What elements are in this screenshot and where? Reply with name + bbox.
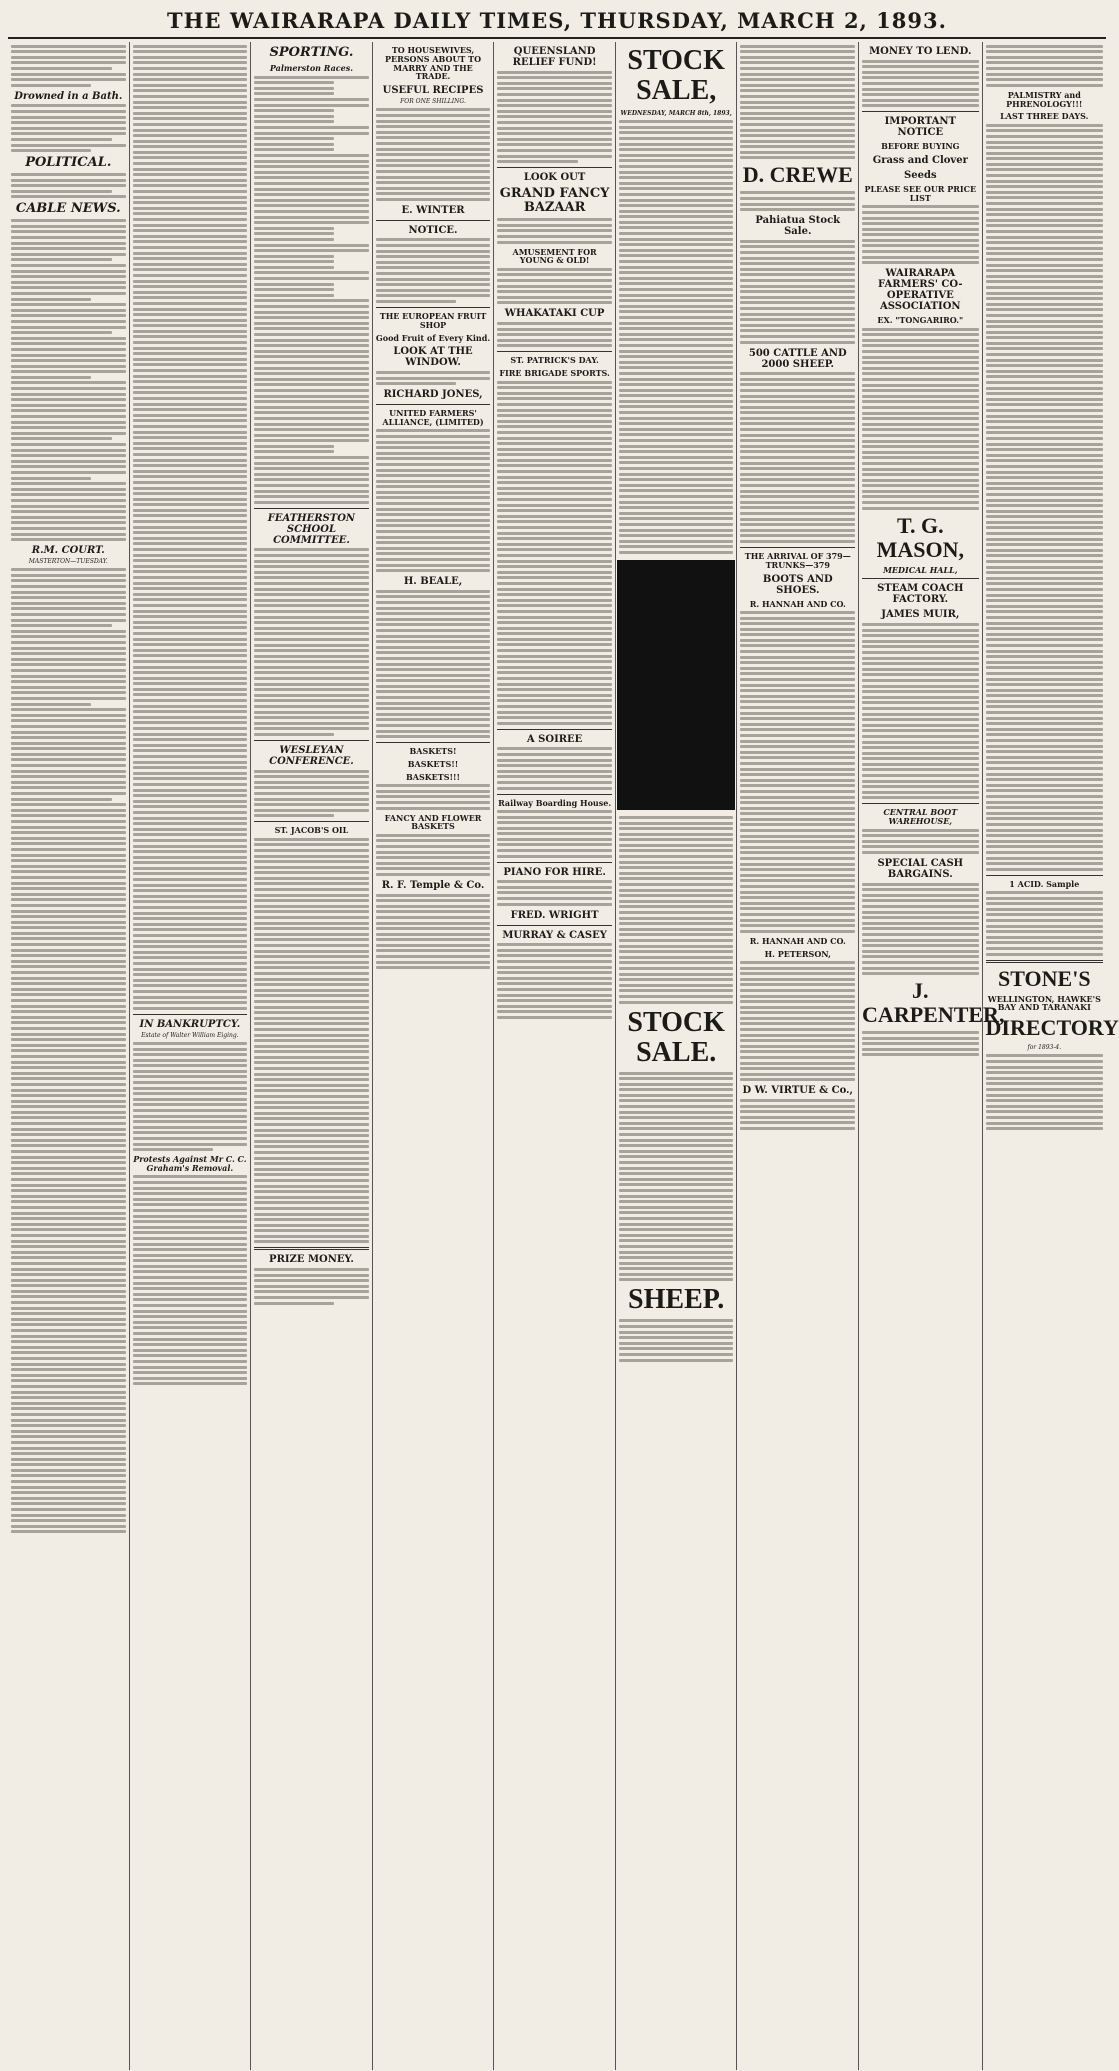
column-8 (859, 42, 1005, 2070)
classifieds (986, 45, 1104, 87)
heading-featherston-school: FEATHERSTON SCHOOL COMMITTEE. (267, 512, 356, 546)
ink-blot (617, 560, 736, 810)
ex-tongariro: EX. "TONGARIRO." (877, 315, 964, 326)
heading-sporting: SPORTING. (269, 45, 354, 60)
advertiser-mason: T. G. MASON, (876, 512, 964, 562)
advertiser-crewe: D. CREWE (742, 162, 853, 188)
news-body (11, 45, 126, 87)
column-7 (737, 42, 859, 2070)
news-body (254, 770, 369, 818)
classifieds (986, 1054, 1104, 1130)
fancy-flower-baskets: FANCY AND FLOWER BASKETS (384, 812, 482, 832)
heading-last-three-days: LAST THREE DAYS. (1000, 111, 1089, 122)
heading-prize-money: PRIZE MONEY. (269, 1254, 354, 1266)
advert-body (740, 191, 855, 211)
heading-palmerston-races: Palmerston Races. (269, 63, 354, 74)
classifieds (986, 124, 1104, 871)
masthead: THE WAIRARAPA DAILY TIMES, THURSDAY, MARCH 2, 1893. (8, 6, 1106, 39)
heading-cable-news: CABLE NEWS. (15, 201, 121, 217)
heading-kid: 1 ACID. Sample (1009, 878, 1080, 889)
advert-body (376, 429, 491, 572)
heading-piano-for-hire: PIANO FOR HIRE. (503, 866, 606, 878)
advertiser-beale: H. BEALE, (403, 576, 463, 588)
heading-stock-sale: STOCK SALE, (627, 45, 725, 106)
advert-body (497, 747, 612, 789)
stock-list (619, 1319, 734, 1361)
news-body (133, 1042, 248, 1151)
columns (8, 42, 1119, 2070)
advert-body (740, 961, 855, 1081)
advert-body (862, 1031, 979, 1056)
heading-railway-boarding-house: Railway Boarding House. (498, 797, 612, 808)
bazaar-amusement: AMUSEMENT FOR YOUNG & OLD! (512, 246, 597, 266)
recipes-price: FOR ONE SHILLING. (400, 98, 466, 106)
heading-useful-recipes: USEFUL RECIPES (382, 85, 484, 97)
advert-body (862, 60, 979, 108)
heading-cattle-sheep: 500 CATTLE AND 2000 SHEEP. (748, 347, 847, 370)
advert-body (376, 108, 491, 201)
advert-body (254, 1268, 369, 1305)
advert-body (862, 328, 979, 510)
heading-sheep: SHEEP. (628, 1284, 725, 1316)
advert-body (862, 623, 979, 799)
heading-money-to-lend: MONEY TO LEND. (869, 46, 972, 57)
advert-body (497, 268, 612, 305)
advert-body (497, 880, 612, 905)
medical-hall: MEDICAL HALL, (883, 564, 958, 575)
stock-list (740, 372, 855, 543)
rm-court-subheading: MASTERTON—TUESDAY. (28, 558, 108, 566)
heading-baskets-3: BASKETS!!! (405, 771, 461, 782)
column-6 (616, 42, 738, 2070)
advertiser-carpenter: J. CARPENTER, (862, 978, 1005, 1028)
heading-fire-brigade-sports: FIRE BRIGADE SPORTS. (499, 368, 610, 379)
heading-grand-fancy-bazaar: GRAND FANCY BAZAAR (499, 186, 610, 216)
advertiser-peterson: H. PETERSON, (764, 948, 831, 959)
heading-stock-sale-2: STOCK SALE. (627, 1006, 725, 1068)
heading-notice: NOTICE. (408, 224, 458, 236)
heading-baskets-2: BASKETS!! (407, 759, 459, 770)
advertiser-hannah-2: R. HANNAH AND CO. (749, 935, 846, 946)
column-1 (8, 42, 130, 2070)
advertiser-hannah: R. HANNAH AND CO. (749, 598, 846, 609)
seeds: Seeds (904, 170, 937, 182)
heading-housewives: TO HOUSEWIVES, PERSONS ABOUT TO MARRY AND THE TRADE. (384, 45, 482, 82)
advert-body (376, 894, 491, 970)
news-body (133, 45, 248, 1010)
advert-body (376, 834, 491, 876)
heading-united-farmers: UNITED FARMERS' ALLIANCE, (LIMITED) (382, 408, 484, 427)
heading-drowned: Drowned in a Bath. (14, 90, 123, 102)
advert-body (740, 45, 855, 160)
heading-st-jacobs-oil: ST. JACOB'S OIL (274, 825, 349, 836)
advertiser-murray-casey: MURRAY & CASEY (502, 929, 607, 941)
advert-body (862, 205, 979, 264)
heading-pahiatua-stock-sale: Pahiatua Stock Sale. (755, 215, 841, 238)
advert-body (497, 381, 612, 725)
stock-list (740, 240, 855, 344)
heading-wesleyan: WESLEYAN CONFERENCE. (269, 745, 354, 767)
advertiser-richard-jones: RICHARD JONES, (383, 389, 483, 401)
column-4 (373, 42, 495, 2070)
advert-body (376, 238, 491, 303)
bankruptcy-subheading: Estate of Walter William Eiging. (141, 1031, 239, 1039)
heading-bankruptcy: IN BANKRUPTCY. (139, 1018, 241, 1030)
good-fruit: Good Fruit of Every Kind. (375, 332, 491, 343)
advert-body (497, 218, 612, 243)
heading-boots-and-shoes: BOOTS AND SHOES. (762, 573, 833, 596)
heading-directory: DIRECTORY (985, 1015, 1119, 1041)
heading-baskets: BASKETS! (409, 746, 457, 757)
news-body (11, 104, 126, 152)
grass-and-clover: Grass and Clover (872, 155, 968, 167)
advert-body (862, 829, 979, 854)
advert-body (497, 71, 612, 164)
heading-rm-court: R.M. COURT. (31, 545, 105, 557)
advert-body (254, 838, 369, 1244)
heading-stones: STONE'S (998, 965, 1091, 991)
stock-list (619, 816, 734, 1004)
race-results (254, 76, 369, 504)
advert-body (740, 1099, 855, 1130)
advertiser-fred-wright: FRED. WRIGHT (510, 909, 599, 921)
advertiser-virtue: D W. VIRTUE & Co., (742, 1085, 854, 1097)
advertiser-temple: R. F. Temple & Co. (381, 879, 485, 891)
heading-st-patricks-day: ST. PATRICK'S DAY. (510, 355, 599, 366)
column-5 (494, 42, 616, 2070)
heading-wfca: WAIRARAPA FARMERS' CO-OPERATIVE ASSOCIATION (878, 268, 963, 313)
advert-body (497, 322, 612, 347)
heading-special-cash: SPECIAL CASH BARGAINS. (877, 858, 964, 881)
advertiser-muir: JAMES MUIR, (881, 609, 960, 621)
stock-list (619, 1072, 734, 1282)
whakataki-cup: WHAKATAKI CUP (504, 308, 605, 320)
advert-body (376, 784, 491, 809)
heading-palmistry: PALMISTRY and PHRENOLOGY!!! (1006, 89, 1083, 109)
news-body (11, 568, 126, 1533)
news-body (11, 219, 126, 541)
heading-important-notice: IMPORTANT NOTICE (884, 116, 956, 139)
column-2 (130, 42, 252, 2070)
price-list (862, 883, 979, 976)
heading-european-fruit-shop: THE EUROPEAN FRUIT SHOP (379, 311, 487, 330)
heading-arrival-trunks: THE ARRIVAL OF 379—TRUNKS—379 (744, 550, 851, 570)
advert-body (497, 810, 612, 858)
column-3 (251, 42, 373, 2070)
before-buying: BEFORE BUYING (881, 141, 960, 152)
look-at-window: LOOK AT THE WINDOW. (393, 346, 473, 369)
heading-soiree: A SOIREE (526, 733, 583, 745)
classifieds (986, 891, 1104, 956)
heading-look-out: LOOK OUT (523, 172, 586, 184)
news-body (11, 173, 126, 198)
heading-central-boot: CENTRAL BOOT WAREHOUSE, (883, 807, 958, 827)
news-body (254, 548, 369, 736)
stones-regions: WELLINGTON, HAWKE'S BAY AND TARANAKI (987, 993, 1101, 1013)
advertiser-winter: E. WINTER (401, 204, 465, 216)
price-list (740, 611, 855, 933)
heading-political: POLITICAL. (25, 155, 112, 171)
advert-body (376, 590, 491, 738)
column-9 (983, 42, 1119, 2070)
heading-queensland-relief: QUEENSLAND RELIEF FUND! (512, 46, 597, 68)
heading-steam-coach: STEAM COACH FACTORY. (877, 583, 964, 606)
directory-year: for 1893-4. (1027, 1044, 1062, 1052)
advert-body (497, 943, 612, 1019)
news-body (133, 1175, 248, 1385)
advert-body (376, 371, 491, 385)
see-price-list: PLEASE SEE OUR PRICE LIST (864, 184, 977, 203)
stock-list (619, 120, 734, 554)
heading-protests: Protests Against Mr C. C. Graham's Removal. (133, 1154, 247, 1173)
stock-sale-date: WEDNESDAY, MARCH 8th, 1893, (620, 110, 732, 117)
